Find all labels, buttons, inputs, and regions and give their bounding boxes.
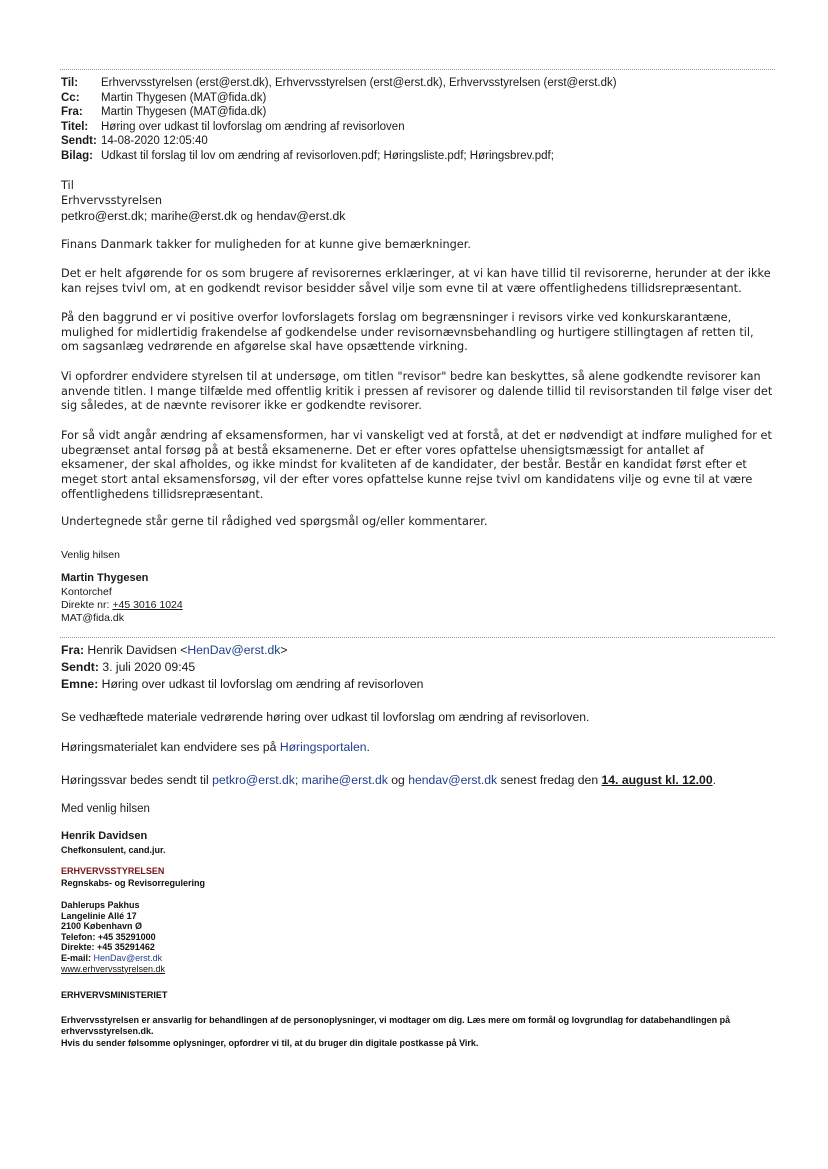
letter-paragraph-3: På den baggrund er vi positive overfor lovforslagets forslag om begrænsninger i revisors virke ved konkurskarantæne, mulighed for midlertidig frakendelse af godkendelse under revisornævnsbehandling og hurtigere stillingtagen af retten til, om sagsanlæg vedrørende en afgørelse skal have opsættende virkning. xyxy=(61,311,754,354)
forward-divider xyxy=(60,637,775,638)
letter-paragraph-2: Det er helt afgørende for os som brugere af revisorernes erklæringer, at vi kan have tillid til revisorerne, herunder at der ikke kan rejses tvivl om, at en godkendt revisor besidder såvel vilje som evne til at være offentlighedens tillidsrepræsentant. xyxy=(61,267,771,295)
forward-sent-row xyxy=(61,660,195,674)
email-og: og xyxy=(240,211,253,223)
title-value: Høring over udkast til lovforslag om ændring af revisorloven xyxy=(101,120,405,133)
sent-label: Sendt: xyxy=(61,135,97,148)
forward-subject-value: Høring over udkast til lovforslag om ændring af revisorloven xyxy=(101,677,424,691)
address-line-2: Langelinie Allé 17 xyxy=(61,910,137,921)
letter-recipient: Erhvervsstyrelsen xyxy=(61,194,163,207)
header-to-row xyxy=(61,76,617,91)
attach-value: Udkast til forslag til lov om ændring af revisorloven.pdf; Høringsliste.pdf; Høringsbrev.pdf; xyxy=(101,149,554,162)
forward-p3-text: Høringssvar bedes sendt til xyxy=(61,773,213,787)
email-header xyxy=(61,76,617,164)
address-email-link[interactable]: HenDav@erst.dk xyxy=(93,952,163,963)
to-label: Til: xyxy=(61,77,79,89)
address-line-1: Dahlerups Pakhus xyxy=(61,900,140,910)
forward-paragraph-1: Se vedhæftede materiale vedrørende høring over udkast til lovforslag om ændring af revisorloven. xyxy=(61,710,590,724)
forward-privacy-1: Erhvervsstyrelsen er ansvarlig for behandlingen af de personoplysninger, vi modtager om dig. Læs mere om formål og lovgrundlag for databehandlingen på erhvervsstyrelsen.dk. xyxy=(61,1015,731,1036)
address-email xyxy=(61,953,165,964)
email-link-hendav[interactable]: hendav@erst.dk xyxy=(256,209,346,223)
top-divider xyxy=(60,69,775,70)
forward-p2-text: Høringsmaterialet kan endvidere ses på xyxy=(61,740,280,754)
forward-subject-row xyxy=(61,677,423,691)
header-from-row xyxy=(61,105,617,120)
attach-label: Bilag: xyxy=(61,149,93,162)
forward-greeting: Med venlig hilsen xyxy=(61,803,150,815)
forward-p2-end: . xyxy=(366,740,370,754)
title-label: Titel: xyxy=(61,120,89,133)
from-value: Martin Thygesen (MAT@fida.dk) xyxy=(101,106,267,119)
forward-org: ERHVERVSSTYRELSEN xyxy=(61,866,165,876)
horingsportalen-link[interactable]: Høringsportalen xyxy=(279,740,367,754)
forward-sig-title: Chefkonsulent, cand.jur. xyxy=(61,845,166,855)
signature-name: Martin Thygesen xyxy=(61,572,149,584)
forward-privacy-2: Hvis du sender følsomme oplysninger, opfordrer vi til, at du bruger din digitale postkasse på Virk. xyxy=(61,1038,479,1048)
forward-from-label: Fra: xyxy=(61,643,85,657)
signature-phone-number[interactable]: +45 3016 1024 xyxy=(112,599,183,611)
forward-address-block xyxy=(61,900,165,974)
sent-value: 14-08-2020 12:05:40 xyxy=(101,135,208,148)
cc-label: Cc: xyxy=(61,91,80,104)
address-direct: Direkte: +45 35291462 xyxy=(61,942,155,953)
letter-paragraph-5: For så vidt angår ændring af eksamensformen, har vi vanskeligt ved at forstå, at det er nødvendigt at indføre mulighed for et ubegrænset antal forsøg på at bestå eksamenerne. Det er efter vores opfattelse uhensigtsmæssigt for antallet af eksamener, der skal afholdes, og ikke mindst for kvaliteten af de kandidater, der består. Består en kandidat først efter et meget stort antal eksamensforsøg, vil der efter vores opfattelse kunne rejse tvivl om kandidatens vilje og evne til at være offentlighedens tillidsrepræsentant. xyxy=(61,429,772,501)
address-telephone: Telefon: +45 35291000 xyxy=(61,931,156,942)
forward-deadline: 14. august kl. 12.00 xyxy=(601,773,713,787)
forward-p3-end: . xyxy=(712,773,716,787)
letter-greeting: Venlig hilsen xyxy=(61,549,120,561)
signature-title: Kontorchef xyxy=(61,586,112,598)
letter-to-line: Til xyxy=(61,179,74,192)
forward-paragraph-2 xyxy=(61,740,370,754)
header-title-row xyxy=(61,120,617,135)
letter-emails xyxy=(61,209,773,225)
signature-phone-label: Direkte nr: xyxy=(61,599,113,611)
forward-ministry: ERHVERVSMINISTERIET xyxy=(61,990,168,1000)
forward-email-petkro[interactable]: petkro@erst.dk; xyxy=(212,773,299,787)
header-cc-row xyxy=(61,91,617,106)
cc-value: Martin Thygesen (MAT@fida.dk) xyxy=(101,91,267,104)
forward-from-email[interactable]: HenDav@erst.dk xyxy=(187,643,281,657)
forward-p3-og: og xyxy=(387,773,409,787)
letter-paragraph-1: Finans Danmark takker for muligheden for at kunne give bemærkninger. xyxy=(61,238,471,251)
signature-email: MAT@fida.dk xyxy=(61,612,124,624)
address-email-label: E-mail: xyxy=(61,952,94,963)
forward-sent-label: Sendt: xyxy=(61,660,99,674)
signature-phone xyxy=(61,599,183,612)
forward-email-hendav[interactable]: hendav@erst.dk xyxy=(408,773,498,787)
header-sent-row xyxy=(61,134,617,149)
address-line-3: 2100 København Ø xyxy=(61,921,143,932)
forward-dept: Regnskabs- og Revisorregulering xyxy=(61,878,206,888)
letter-paragraph-6: Undertegnede står gerne til rådighed ved spørgsmål og/eller kommentarer. xyxy=(61,515,488,528)
forward-email-marihe[interactable]: marihe@erst.dk xyxy=(301,773,388,787)
forward-from-name: Henrik Davidsen < xyxy=(87,643,188,657)
forward-sig-name: Henrik Davidsen xyxy=(61,830,148,842)
from-label: Fra: xyxy=(61,106,83,119)
email-link-marihe[interactable]: marihe@erst.dk xyxy=(150,209,238,223)
forward-paragraph-3 xyxy=(61,773,716,787)
address-web-link[interactable]: www.erhvervsstyrelsen.dk xyxy=(61,963,166,974)
email-link-petkro[interactable]: petkro@erst.dk; xyxy=(61,209,148,223)
forward-from-close: > xyxy=(280,643,288,657)
header-attach-row xyxy=(61,149,617,164)
letter-paragraph-4: Vi opfordrer endvidere styrelsen til at undersøge, om titlen "revisor" bedre kan beskyttes, så alene godkendte revisorer kan anvende titlen. I mange tilfælde med offentlig kritik i pressen af revisorer og dalende tillid til revisorstanden til følge viser det sig således, at de nævnte revisorer ikke er godkendte revisorer. xyxy=(61,370,773,413)
forward-from-row xyxy=(61,643,287,657)
forward-subject-label: Emne: xyxy=(61,677,99,691)
forward-p3-mid: senest fredag den xyxy=(497,773,602,787)
to-value: Erhvervsstyrelsen (erst@erst.dk), Erhvervsstyrelsen (erst@erst.dk), Erhvervsstyrelsen (erst@erst.dk) xyxy=(101,77,617,89)
forward-sent-value: 3. juli 2020 09:45 xyxy=(102,660,196,674)
